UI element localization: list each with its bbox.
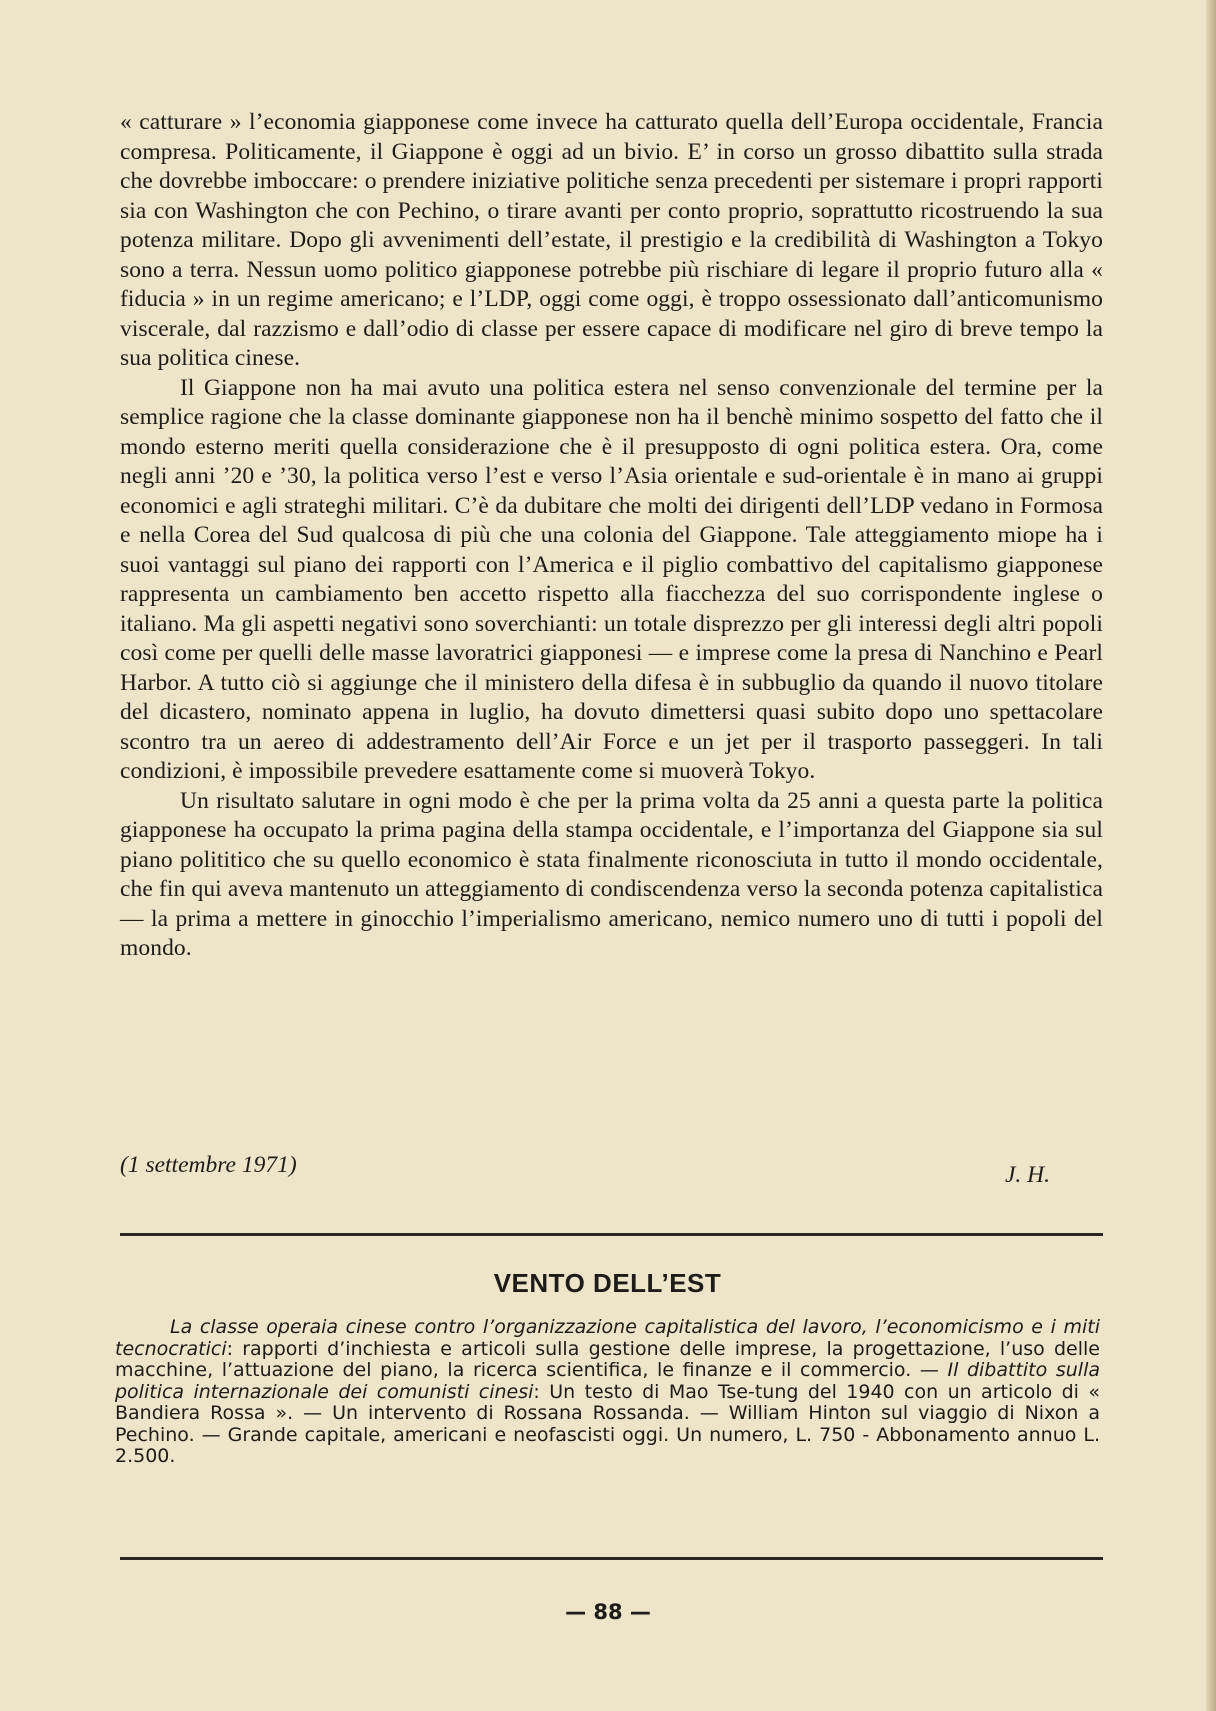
article-paragraph-2: Il Giappone non ha mai avuto una politica estera nel senso convenzionale del termine per la semplice ragione che la classe dominante giapponese non ha il benchè minimo sospetto del fatto che il mondo esterno meriti quella considerazione che è il presupposto di ogni politica estera. Ora, come negli anni ’20 e ’30, la politica verso l’est e verso l’Asia orientale e sud-orientale è in mano ai gruppi economici e agli strateghi militari. C’è da dubitare che molti dei dirigenti dell’LDP vedano in Formosa e nella Corea del Sud qualcosa di più che una colonia del Giappone. Tale atteggiamento miope ha i suoi vantaggi sul piano dei rapporti con l’America e il piglio combattivo del capitalismo giapponese rappresenta un cambiamento ben accetto rispetto alla fiacchezza del suo corrispondente inglese o italiano. Ma gli aspetti negativi sono soverchianti: un totale disprezzo per gli interessi degli altri popoli così come per quelli delle masse lavoratrici giapponesi — e imprese come la presa di Nanchino e Pearl Harbor. A tutto ciò si aggiunge che il ministero della difesa è in subbuglio da quando il nuovo titolare del dicastero, nominato appena in luglio, ha dovuto dimettersi quasi subito dopo uno spettacolare scontro tra un aereo di addestramento dell’Air Force e un jet per il trasporto passeggeri. In tali condizioni, è impossibile prevedere esattamente come si muoverà Tokyo.: [120, 374, 1103, 784]
article-body: [120, 108, 1103, 964]
article-signoff: [120, 1152, 1050, 1188]
article-author: J. H.: [1004, 1162, 1050, 1188]
advertisement-box: [115, 1268, 1100, 1468]
advertisement-body-text-1: : rapporti d’inchiesta e articoli sulla gestione delle imprese, la progettazione, l’uso delle macchine, l’attuazione del piano, la ricerca scientifica, le finanze e il commercio. —: [115, 1337, 1100, 1381]
article-date: (1 settembre 1971): [120, 1152, 297, 1178]
advertisement-title: VENTO DELL’EST: [493, 1268, 722, 1298]
page-edge: [1206, 0, 1216, 1711]
advertisement-body-italic-1: La classe operaia cinese contro l’organizzazione capitalistica del lavoro, l’economicismo e i miti tecnocratici: [115, 1316, 1100, 1360]
advertisement-body-italic-2: Il dibattito sulla politica internazionale dei comunisti cinesi: [115, 1359, 1100, 1403]
article-paragraph-1: « catturare » l’economia giapponese come invece ha catturato quella dell’Europa occidentale, Francia compresa. Politicamente, il Giappone è oggi ad un bivio. E’ in corso un grosso dibattito sulla strada che dovrebbe imboccare: o prendere iniziative politiche senza precedenti per sistemare i propri rapporti sia con Washington che con Pechino, o tirare avanti per conto proprio, soprattutto ricostruendo la sua potenza militare. Dopo gli avvenimenti dell’estate, il prestigio e la credibilità di Washington a Tokyo sono a terra. Nessun uomo politico giapponese potrebbe più rischiare di legare il proprio futuro alla « fiducia » in un regime americano; e l’LDP, oggi come oggi, è troppo ossessionato dall’anticomunismo viscerale, dal razzismo e dall’odio di classe per essere capace di modificare nel giro di breve tempo la sua politica cinese.: [120, 109, 1103, 371]
page-number: — 88 —: [565, 1600, 651, 1624]
advertisement-body-text-2: : Un testo di Mao Tse-tung del 1940 con un articolo di « Bandiera Rossa ». — Un intervento di Rossana Rossanda. — William Hinton sul viaggio di Nixon a Pechino. — Grande capitale, americani e neofascisti oggi. Un numero, L. 750 - Abbonamento annuo L. 2.500.: [115, 1380, 1100, 1467]
divider-top: [120, 1233, 1103, 1236]
advertisement-body: [115, 1317, 1100, 1468]
article-paragraph-3: Un risultato salutare in ogni modo è che per la prima volta da 25 anni a questa parte la politica giapponese ha occupato la prima pagina della stampa occidentale, e l’importanza del Giappone sia sul piano polititico che su quello economico è stata finalmente riconosciuta in tutto il mondo occidentale, che fin qui aveva mantenuto un atteggiamento di condiscendenza verso la seconda potenza capitalistica — la prima a mettere in ginocchio l’imperialismo americano, nemico numero uno di tutti i popoli del mondo.: [120, 787, 1103, 961]
divider-bottom: [120, 1557, 1103, 1560]
